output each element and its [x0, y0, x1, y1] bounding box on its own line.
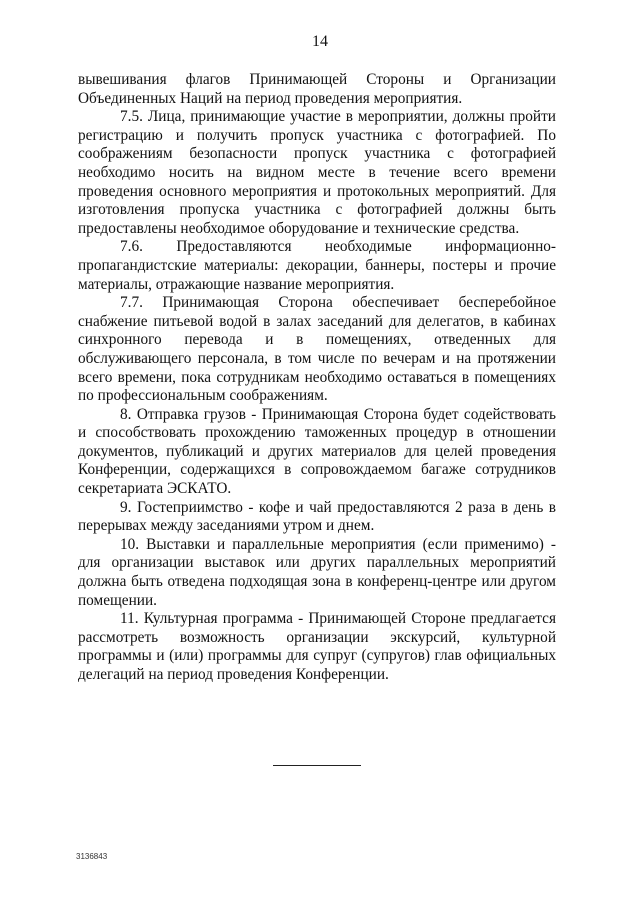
page-number: 14: [312, 33, 328, 50]
paragraph-continuation: вывешивания флагов Принимающей Стороны и Организации Объединенных Наций на период проведения мероприятия.: [78, 71, 556, 107]
paragraph-7-6: 7.6. Предоставляются необходимые информационно-пропагандистские материалы: декорации, баннеры, постеры и прочие материалы, отражающие название мероприятия.: [78, 238, 556, 293]
paragraph-7-5: 7.5. Лица, принимающие участие в мероприятии, должны пройти регистрацию и получить пропуск участника с фотографией. По соображениям безопасности пропуск участника с фотографией необходимо носить на видном месте в течение всего времени проведения основного мероприятия и протокольных мероприятий. Для изготовления пропуска участника с фотографией должны быть предоставлены необходимое оборудование и технические средства.: [78, 108, 556, 237]
paragraph-10: 10. Выставки и параллельные мероприятия (если применимо) - для организации выставок или других параллельных мероприятий должна быть отведена подходящая зона в конференц-центре или другом помещении.: [78, 535, 556, 609]
paragraph-9: 9. Гостеприимство - кофе и чай предоставляются 2 раза в день в перерывах между заседаниями утром и днем.: [78, 498, 556, 535]
paragraph-7-7: 7.7. Принимающая Сторона обеспечивает бесперебойное снабжение питьевой водой в залах заседаний для делегатов, в кабинах синхронного перевода и в помещениях, отведенных для обслуживающего персонала, в том числе по вечерам и на протяжении всего времени, пока сотрудникам необходимо оставаться в помещениях по профессиональным соображениям.: [78, 294, 556, 405]
paragraph-8: 8. Отправка грузов - Принимающая Сторона будет содействовать и способствовать прохождению таможенных процедур в отношении документов, публикаций и других материалов для целей проведения Конференции, содержащихся в сопровождаемом багаже сотрудников секретариата ЭСКАТО.: [78, 405, 556, 498]
document-body: [78, 71, 556, 685]
paragraph-11: 11. Культурная программа - Принимающей Стороне предлагается рассмотреть возможность организации экскурсий, культурной программы и (или) программы для супруг (супругов) глав официальных делегаций на период проведения Конференции.: [78, 610, 556, 683]
document-code: 3136843: [76, 852, 108, 861]
end-separator-line: [273, 765, 361, 766]
